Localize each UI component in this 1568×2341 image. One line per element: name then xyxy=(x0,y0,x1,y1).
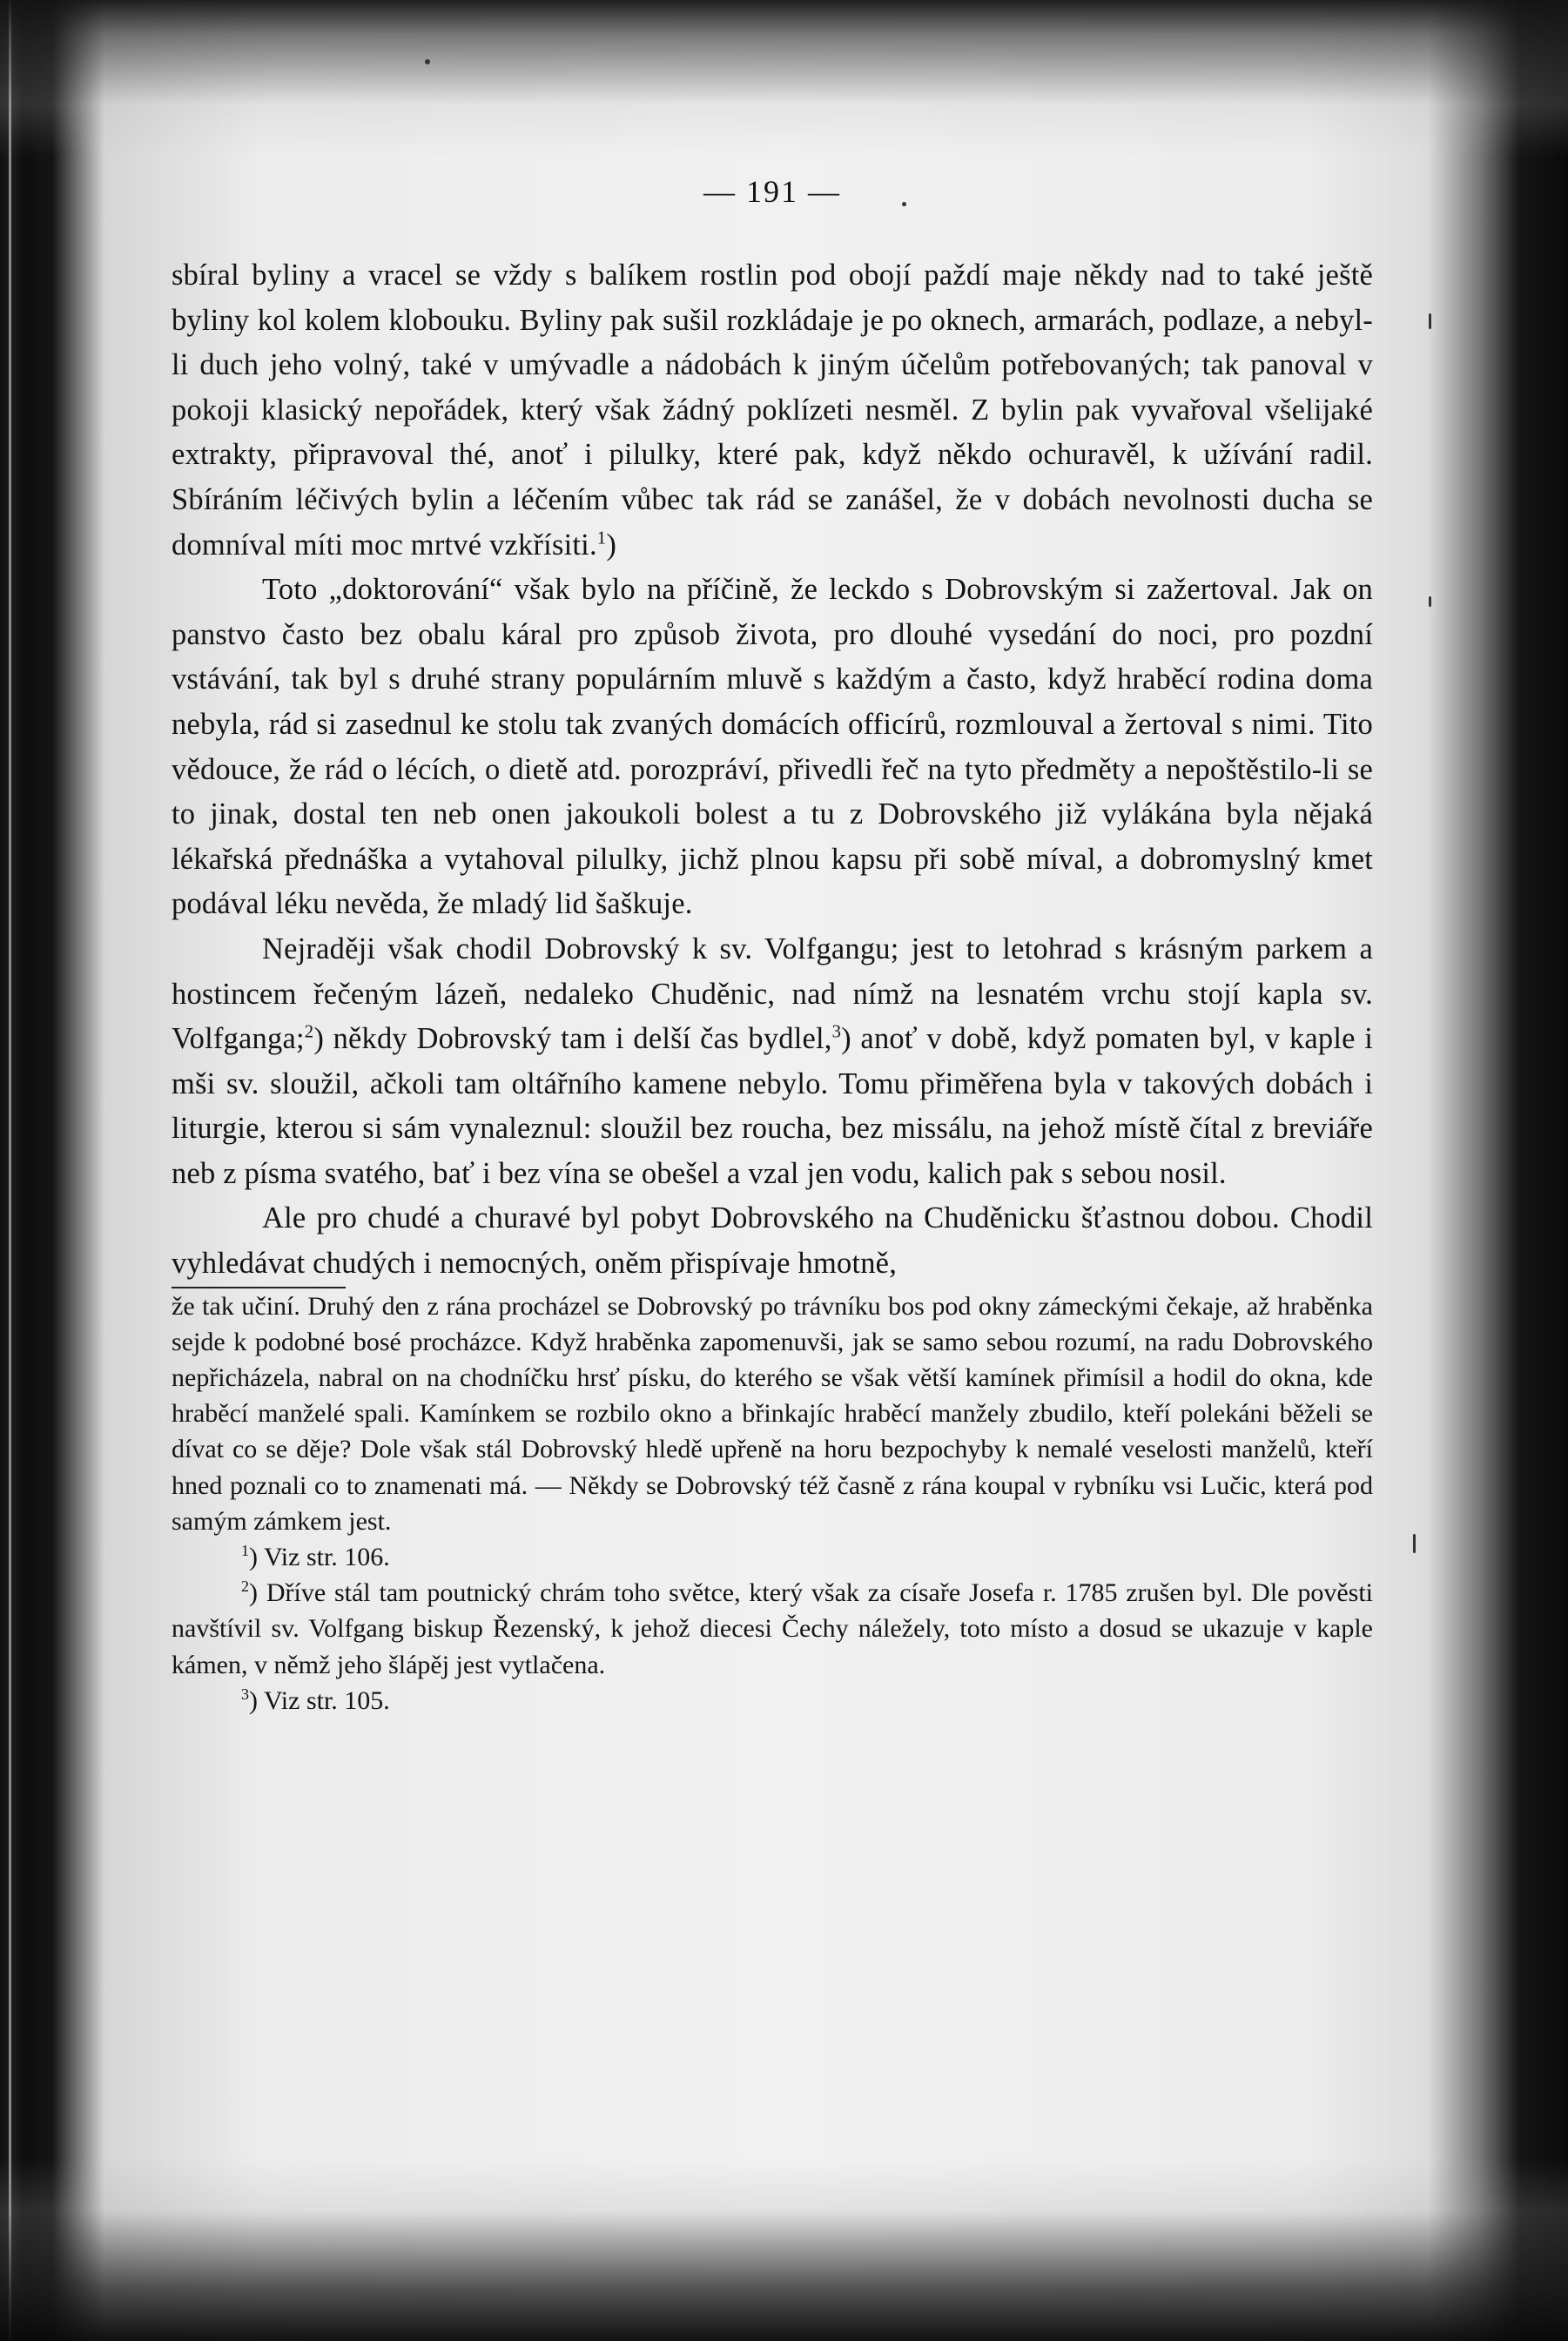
footnote-text: ) Viz str. 105. xyxy=(249,1685,390,1715)
scan-speck xyxy=(425,59,430,64)
footnote-mark: 3 xyxy=(831,1022,842,1042)
footnote-1 xyxy=(172,1539,1373,1575)
paragraph-text: Nejraději však chodil Dobrovský k sv. Volfgangu; jest to letohrad s krásným parkem a hostincem řečeným lázeň, nedaleko Chuděnic, nad nímž na lesnatém vrchu stojí kapla sv. Volfganga; xyxy=(172,932,1373,1056)
paragraph-text: sbíral byliny a vracel se vždy s balíkem rostlin pod obojí paždí maje někdy nad to také ještě byliny kol kolem klobouku. Byliny pak sušil rozkládaje je po oknech, armarách, podlaze, a nebyl-li duch jeho volný, také v umývadle a nádobách k jiným účelům potřebovaných; tak panoval v pokoji klasický nepořádek, který však žádný poklízeti nesměl. Z bylin pak vyvařoval všelijaké extrakty, připravoval thé, anoť i pilulky, které pak, když někdo ochuravěl, k užívání radil. Sbíráním léčivých bylin a léčením vůbec tak rád se zanášel, že v dobách nevolnosti ducha se domníval míti moc mrtvé vzkřísiti. xyxy=(172,259,1373,562)
scan-speck xyxy=(1413,1534,1416,1553)
top-shadow xyxy=(0,0,1568,157)
paragraph-4: Ale pro chudé a churavé byl pobyt Dobrovského na Chuděnicku šťastnou dobou. Chodil vyhledávat chudých i nemocných, oněm přispívaje hmotně, xyxy=(172,1201,1373,1281)
book-spine-edge xyxy=(9,0,11,2341)
footnote-text: ) Dříve stál tam poutnický chrám toho světce, který však za císaře Josefa r. 1785 zrušen byl. Dle pověsti navštívil sv. Volfgang biskup Řezenský, k jehož diecesi Čechy náležely, toto místo a dosud se ukazuje v kaple kámen, v němž jeho šlápěj jest vytlačena. xyxy=(172,1578,1373,1679)
footnote-2 xyxy=(172,1575,1373,1683)
paragraph-1 xyxy=(172,253,1373,568)
footnote-text: ) Viz str. 106. xyxy=(249,1543,390,1572)
paragraph-text: ) někdy Dobrovský tam i delší čas bydlel, xyxy=(313,1022,832,1056)
scan-speck xyxy=(1429,313,1431,329)
footnotes xyxy=(172,1288,1373,1719)
footnote-continuation: že tak učiní. Druhý den z rána procházel se Dobrovský po trávníku bos pod okny zámeckými čekaje, až hraběnka sejde k podobné bosé procházce. Když hraběnka zapomenuvši, jak se samo sebou rozumí, na radu Dobrovského nepřicházela, nabral on na chodníčku hrsť písku, do kterého se však větší kamínek přimísil a hodil do okna, kde hraběcí manželé spali. Kamínkem se rozbilo okno a břinkajíc hraběcí manžely zbudilo, kteří polekáni běželi se dívat co se děje? Dole však stál Dobrovský hledě upřeně na horu bezpochyby k nemalé veselosti manželů, kteří hned poznali co to znamenati má. — Někdy se Dobrovský též časně z rána koupal v rybníku vsi Lučic, která pod samým zámkem jest. xyxy=(172,1291,1373,1536)
footnote-mark: 1 xyxy=(596,528,607,548)
paragraph-text: ) anoť v době, když pomaten byl, v kaple i mši sv. sloužil, ačkoli tam oltářního kamene nebylo. Tomu přiměřena byla v takových dobách i liturgie, kterou si sám vynaleznul: sloužil bez roucha, bez missálu, na jehož místě čítal z breviáře neb z písma svatého, bať i bez vína se obešel a vzal jen vodu, kalich pak s sebou nosil. xyxy=(172,1022,1373,1190)
footnote-mark: 2 xyxy=(304,1022,314,1042)
paragraph-2: Toto „doktorování“ však bylo na příčině, že leckdo s Dobrovským si zažertoval. Jak on panstvo často bez obalu káral pro způsob života, pro dlouhé vysedání do noci, pro pozdní vstávání, tak byl s druhé strany populárním mluvě s každým a často, když hraběcí rodina doma nebyla, rád si zasednul ke stolu tak zvaných domácích officírů, rozmlouval a žertoval s nimi. Tito vědouce, že rád o lécích, o dietě atd. porozpráví, přivedli řeč na tyto předměty a nepoštěstilo-li se to jinak, dostal ten neb onen jakoukoli bolest a tu z Dobrovského již vylákána byla nějaká lékařská přednáška a vytahoval pilulky, jichž plnou kapsu při sobě míval, a dobromyslný kmet podával léku nevěda, že mladý lid šaškuje. xyxy=(172,573,1373,921)
footnote-number: 3 xyxy=(241,1685,249,1703)
paragraph-3 xyxy=(172,927,1373,1197)
book-page xyxy=(172,170,1373,1719)
footnote-number: 1 xyxy=(241,1542,249,1560)
main-text xyxy=(172,253,1373,1287)
footnote-number: 2 xyxy=(241,1577,249,1596)
footnote-mark-paren: ) xyxy=(606,528,617,562)
footnote-3 xyxy=(172,1683,1373,1719)
page-number: — 191 — xyxy=(703,174,841,209)
scan-speck xyxy=(1429,596,1431,607)
bottom-shadow xyxy=(0,2158,1568,2341)
